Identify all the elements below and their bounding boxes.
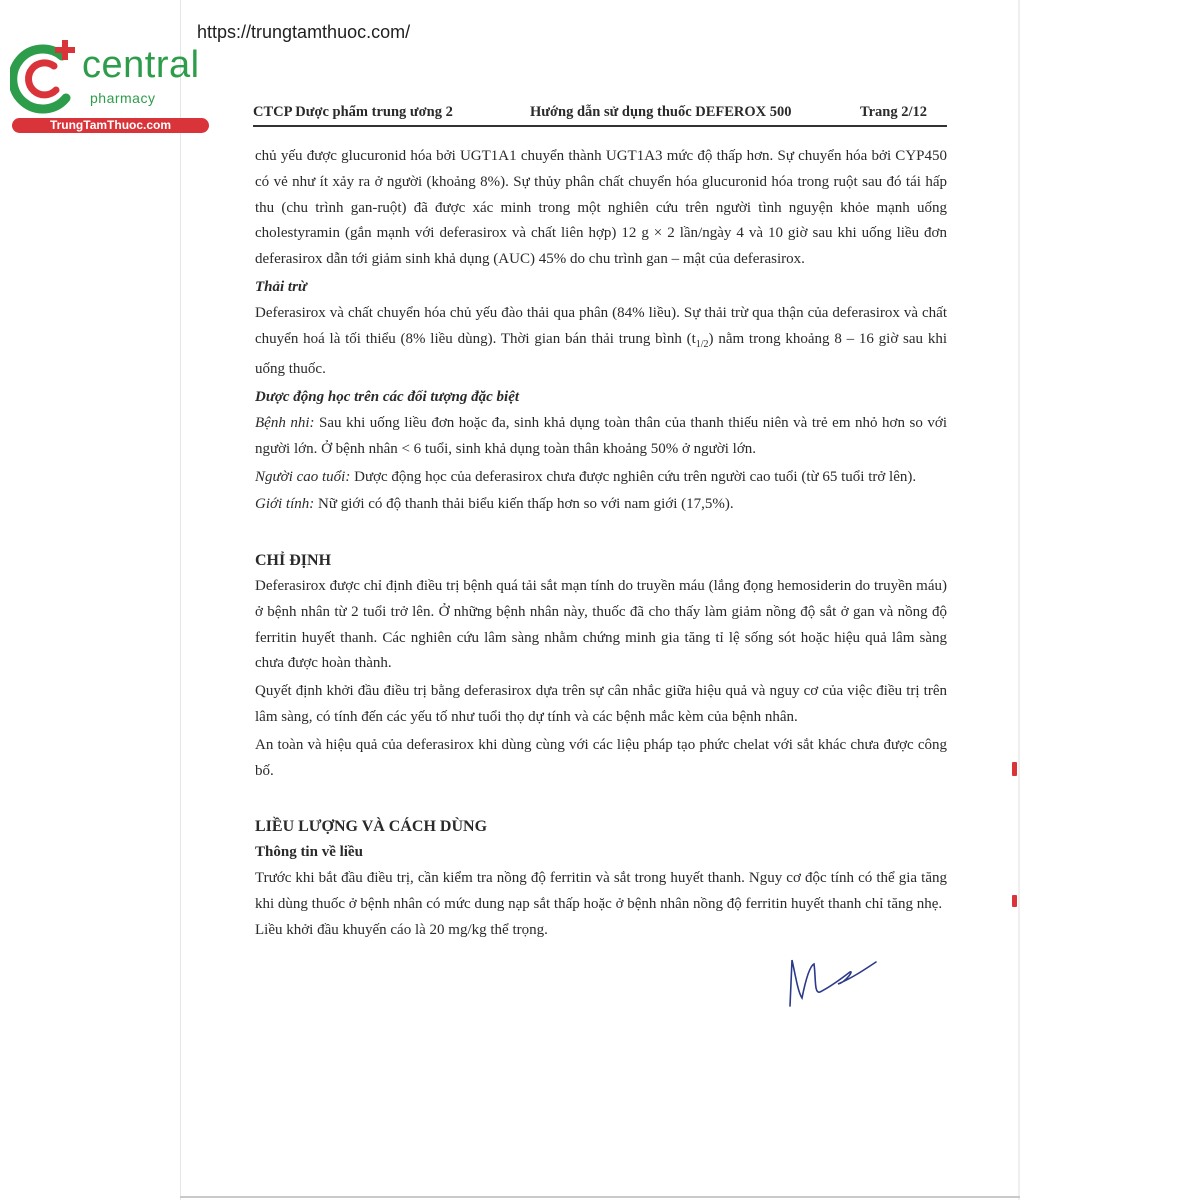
elimination-paragraph: Deferasirox và chất chuyển hóa chủ yếu đào thải qua phân (84% liều). Sự thải trừ qua thận của deferasirox và chất chuyển hoá là tối thiểu (8% liều dùng). Thời gian bán thải trung bình $(t_{1/2})$ nằm trong khoảng 8 – 16 giờ sau khi uống thuốc.: [255, 304, 947, 378]
header-company: CTCP Dược phẩm trung ương 2: [253, 104, 453, 120]
special-populations-heading: Dược động học trên các đối tượng đặc biệt: [255, 389, 520, 406]
gender-paragraph: Giới tính: Nữ giới có độ thanh thải biểu kiến thấp hơn so với nam giới (17,5%).: [255, 496, 734, 513]
logo-banner[interactable]: TrungTamThuoc.com: [12, 118, 209, 133]
pediatric-paragraph: Bệnh nhi: Sau khi uống liều đơn hoặc đa, sinh khả dụng toàn thân của thanh thiếu niên và trẻ em nhỏ hơn so với người lớn. Ở bệnh nhân < 6 tuổi, sinh khả dụng toàn thân khoảng 50% ở người lớn.: [255, 414, 947, 457]
elimination-heading: Thải trừ: [255, 278, 307, 295]
gender-label: Giới tính:: [255, 496, 315, 513]
indication-paragraph: Deferasirox được chỉ định điều trị bệnh quá tải sắt mạn tính do truyền máu (lắng đọng hemosiderin do truyền máu) ở bệnh nhân từ 2 tuổi trở lên. Ở những bệnh nhân này, thuốc đã cho thấy làm giảm nồng độ sắt ở gan và nồng độ ferritin huyết thanh. Các nghiên cứu lâm sàng nhằm chứng minh gia tăng tỉ lệ sống sót hoặc hiệu quả lâm sàng chưa được hoàn thành.: [255, 577, 947, 672]
site-url[interactable]: https://trungtamthuoc.com/: [197, 22, 411, 42]
indication-paragraph: An toàn và hiệu quả của deferasirox khi dùng cùng với các liệu pháp tạo phức chelat với sắt khác chưa được công bố.: [255, 736, 947, 779]
elderly-label: Người cao tuổi:: [255, 468, 351, 485]
pediatric-label: Bệnh nhi:: [255, 414, 315, 431]
dose-paragraph: Liều khởi đầu khuyến cáo là 20 mg/kg thể trọng.: [255, 921, 548, 938]
dose-paragraph: Trước khi bắt đầu điều trị, cần kiểm tra nồng độ ferritin và sắt trong huyết thanh. Nguy cơ độc tính có thể gia tăng khi dùng thuốc ở bệnh nhân có mức dung nạp sắt thấp hoặc ở bệnh nhân nồng độ ferritin huyết thanh chỉ tăng nhẹ.: [255, 869, 947, 912]
elderly-paragraph: Người cao tuổi: Dược động học của deferasirox chưa được nghiên cứu trên người cao tuổi (từ 65 tuổi trở lên).: [255, 468, 917, 485]
page-edge: [1018, 0, 1020, 1200]
page-edge: [180, 0, 181, 1200]
half-life-subscript: 1/2: [695, 338, 709, 350]
header-page-number: Trang 2/12: [860, 104, 927, 120]
central-logo-icon: [10, 38, 90, 118]
scan-mark: [1012, 895, 1017, 907]
header-doc-title: Hướng dẫn sử dụng thuốc DEFEROX 500: [530, 104, 792, 120]
dose-info-heading: Thông tin về liều: [255, 844, 363, 861]
logo-tagline: pharmacy: [90, 90, 156, 106]
dosage-section-title: LIỀU LƯỢNG VÀ CÁCH DÙNG: [255, 818, 488, 836]
logo-brand: central: [82, 44, 200, 86]
indication-section-title: CHỈ ĐỊNH: [255, 552, 332, 570]
document-header: [253, 104, 947, 124]
intro-paragraph: chủ yếu được glucuronid hóa bởi UGT1A1 chuyển thành UGT1A3 mức độ thấp hơn. Sự chuyển hóa bởi CYP450 có vẻ như ít xảy ra ở người (khoảng 8%). Sự thủy phân chất chuyển hóa glucuronid hóa trong ruột sau đó tái hấp thu (chu trình gan-ruột) đã được xác minh trong một nghiên cứu trên người tình nguyện khỏe mạnh uống cholestyramin (gắn mạnh với deferasirox và chất liên hợp) 12 g × 2 lần/ngày 4 và 10 giờ sau khi uống liều đơn deferasirox dẫn tới giảm sinh khả dụng (AUC) 45% do chu trình gan – mật của deferasirox.: [255, 148, 947, 268]
indication-paragraph: Quyết định khởi đầu điều trị bằng deferasirox dựa trên sự cân nhắc giữa hiệu quả và nguy cơ của việc điều trị trên lâm sàng, có tính đến các yếu tố như tuổi thọ dự tính và các bệnh mắc kèm của bệnh nhân.: [255, 683, 947, 725]
document-body: [255, 144, 947, 943]
header-rule: [253, 125, 947, 127]
scan-mark: [1012, 762, 1017, 776]
page-edge: [180, 1196, 1020, 1198]
handwritten-signature: [780, 948, 890, 1018]
